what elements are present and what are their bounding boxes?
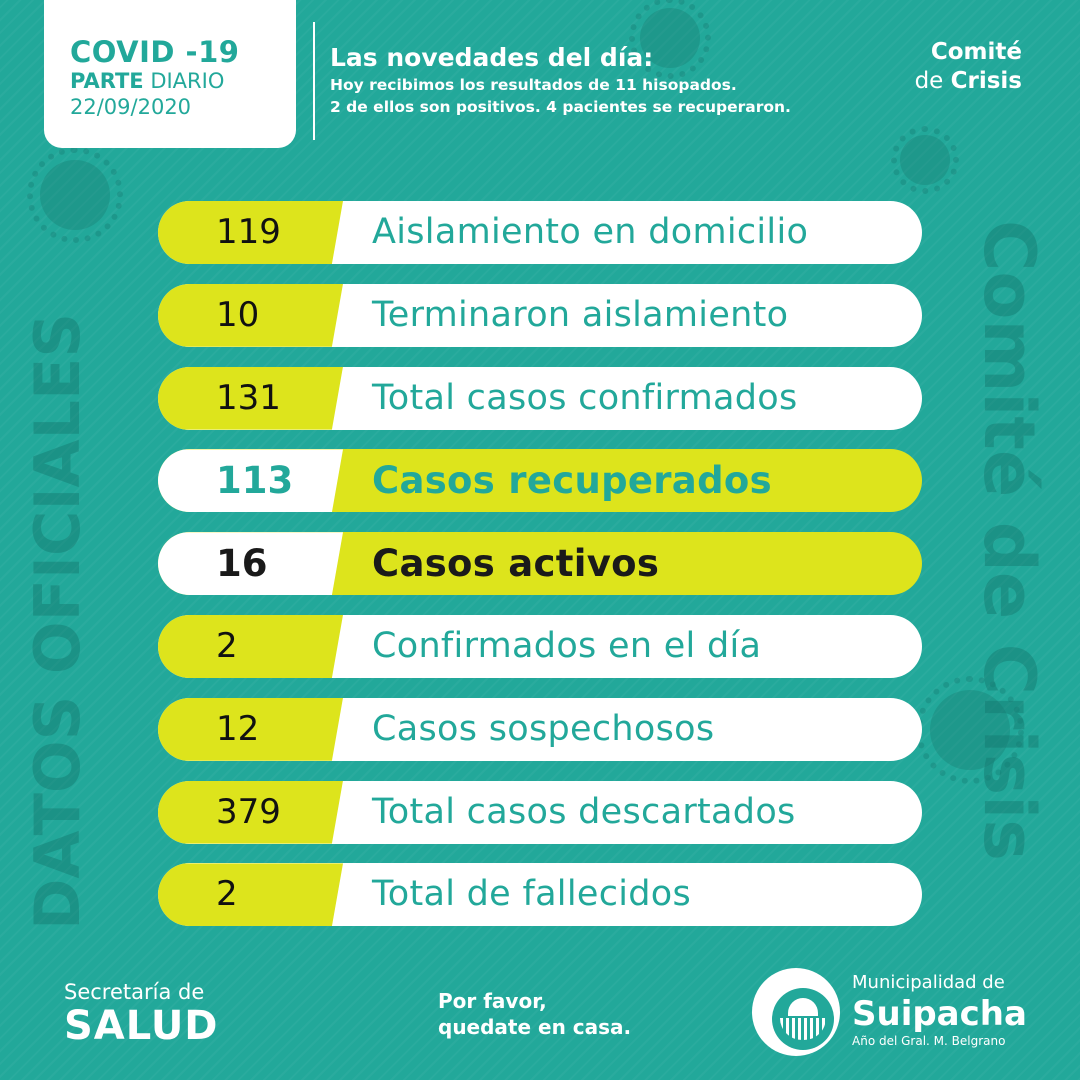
header-divider <box>313 22 315 140</box>
stat-row-confirmed-today <box>158 615 922 678</box>
stat-row-total-confirmed <box>158 367 922 430</box>
committee-word: Comité <box>930 39 1022 65</box>
news-line-2: 2 de ellos son positivos. 4 pacientes se recuperaron. <box>330 98 791 116</box>
stay-home-message <box>438 988 631 1040</box>
stat-number-bg <box>158 615 343 678</box>
municipality-name: Suipacha <box>852 994 1027 1034</box>
stat-label: Terminaron aislamiento <box>372 294 789 335</box>
year-motto: Año del Gral. M. Belgrano <box>852 1034 1006 1048</box>
stat-value: 2 <box>216 874 238 915</box>
stat-value: 16 <box>216 542 268 586</box>
stat-row-deceased <box>158 863 922 926</box>
official-data-watermark: DATOS OFICIALES <box>21 312 94 930</box>
report-type-bold: PARTE <box>70 69 144 93</box>
municipality-logo <box>752 968 1032 1058</box>
report-type-regular: DIARIO <box>150 69 225 93</box>
virus-icon <box>900 135 950 185</box>
stat-label: Casos activos <box>372 542 660 586</box>
stat-row-home-isolation <box>158 201 922 264</box>
message-line-1: Por favor, <box>438 989 547 1013</box>
health-label: SALUD <box>64 1003 219 1049</box>
stat-label: Total casos confirmados <box>372 377 798 418</box>
stat-value: 10 <box>216 294 260 335</box>
stat-label: Confirmados en el día <box>372 625 762 666</box>
stat-row-recovered <box>158 449 922 512</box>
stat-number-bg <box>158 863 343 926</box>
sun-icon <box>788 998 818 1016</box>
report-title-card <box>44 0 296 148</box>
committee-line-1 <box>915 38 1022 67</box>
news-title: Las novedades del día: <box>330 43 654 72</box>
committee-crisis: Crisis <box>950 68 1022 94</box>
stat-value: 131 <box>216 377 281 418</box>
stat-label: Aislamiento en domicilio <box>372 212 809 252</box>
stat-row-active <box>158 532 922 595</box>
emblem-inner <box>772 988 834 1050</box>
field-icon <box>780 1018 826 1040</box>
stat-value: 379 <box>216 791 281 832</box>
municipality-label: Municipalidad de <box>852 972 1005 993</box>
stat-label: Total de fallecidos <box>372 874 692 915</box>
stat-row-suspected <box>158 698 922 761</box>
committee-watermark: Comité de Crisis <box>968 220 1050 861</box>
committee-de: de <box>914 68 944 94</box>
stat-label: Total casos descartados <box>372 791 796 832</box>
municipality-emblem-icon <box>752 968 840 1056</box>
stats-list <box>158 201 922 946</box>
stat-value: 12 <box>216 708 260 749</box>
stat-row-discarded <box>158 781 922 844</box>
stat-value: 2 <box>216 625 238 666</box>
health-secretariat-logo <box>64 980 219 1048</box>
covid-title: COVID -19 <box>70 35 240 69</box>
stat-value: 113 <box>216 459 294 503</box>
secretariat-label: Secretaría de <box>64 980 205 1004</box>
crisis-committee-logo <box>915 38 1022 96</box>
stat-value: 119 <box>216 212 281 252</box>
report-date: 22/09/2020 <box>70 95 192 119</box>
news-line-1: Hoy recibimos los resultados de 11 hisopados. <box>330 76 737 94</box>
report-type <box>70 68 296 94</box>
committee-line-2 <box>915 67 1022 96</box>
virus-icon <box>40 160 110 230</box>
message-line-2: quedate en casa. <box>438 1015 632 1039</box>
stat-label: Casos recuperados <box>372 459 772 503</box>
daily-news <box>330 42 791 118</box>
stat-row-finished-isolation <box>158 284 922 347</box>
stat-label: Casos sospechosos <box>372 708 715 749</box>
